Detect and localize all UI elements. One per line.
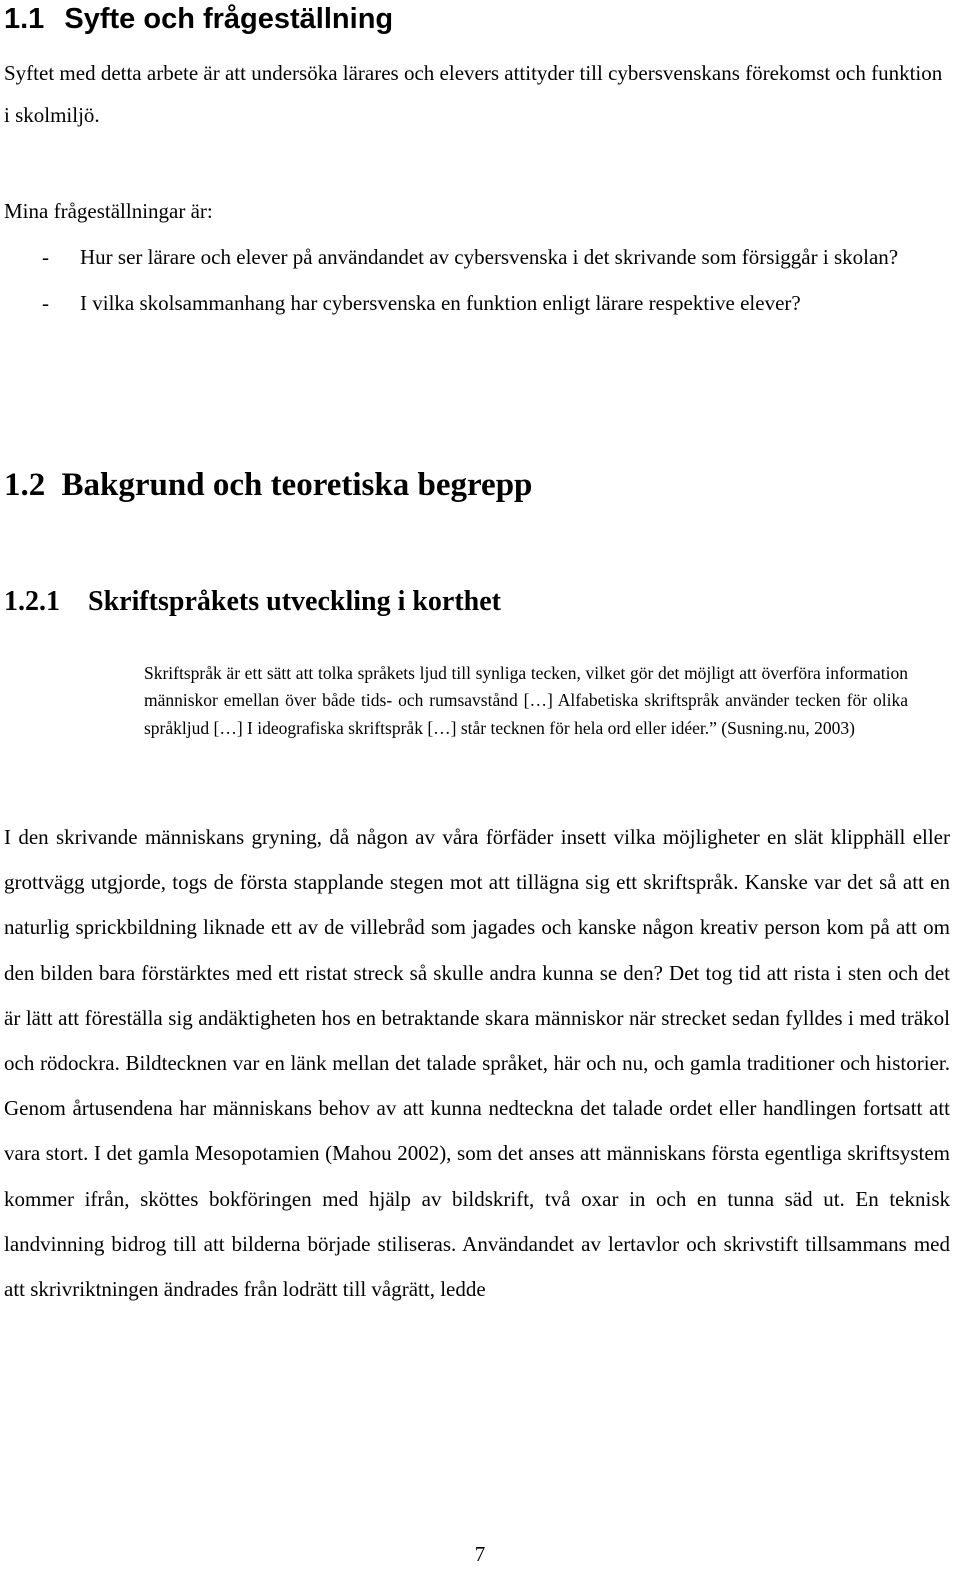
list-item [4,235,924,281]
list-dash: - [42,290,49,315]
section-heading-1-1 [4,1,393,37]
section-title: Syfte och frågeställning [64,3,394,35]
questions-label: Mina frågeställningar är: [4,199,213,223]
questions-list [4,235,924,326]
section-number: 1.2 [4,467,46,503]
section-title: Bakgrund och teoretiska begrepp [61,467,533,503]
section-number: 1.1 [4,3,45,35]
list-dash: - [42,245,49,269]
section-heading-1-2-1 [4,585,501,619]
page-number: 7 [474,1542,486,1566]
purpose-paragraph: Syftet med detta arbete är att undersöka lärares och elevers attityder till cybersvenskans förekomst och funktion i skolmiljö. [4,61,943,127]
question-text: Hur ser lärare och elever på användandet av cybersvenska i det skrivande som försiggår i skolan? [80,245,899,269]
block-quote: Skriftspråk är ett sätt att tolka språkets ljud till synliga tecken, vilket gör det möjligt att överföra information människor emellan över både tids- och rumsavstånd […] Alfabetiska skriftspråk använder tecken för olika språkljud […] I ideografiska skriftspråk […] står tecknen för hela ord eller idéer.” (Susning.nu, 2003) [144,663,908,738]
body-paragraph: I den skrivande människans gryning, då någon av våra förfäder insett vilka möjligheter en slät klipphäll eller grottvägg utgjorde, togs de första stapplande stegen mot att tillägna sig ett skriftspråk. Kanske var det så att en naturlig sprickbildning liknade ett av de villebråd som jagades och kanske någon kreativ person kom på att om den bilden bara förstärktes med ett ristat streck så skulle andra kunna se den? Det tog tid att rista i sten och det är lätt att föreställa sig andäktigheten hos en betraktande skara människor när strecket sedan fylldes i med träkol och rödockra. Bildtecknen var en länk mellan det talade språket, här och nu, och gamla traditioner och historier. Genom årtusendena har människans behov av att kunna nedteckna det talade ordet eller handlingen fortsatt att vara stort. I det gamla Mesopotamien (Mahou 2002), som det anses att människans första egentliga skriftsystem kommer ifrån, sköttes bokföringen med hjälp av bildskrift, två oxar in och en tunna säd ut. En teknisk landvinning bidrog till att bilderna började stiliseras. Användandet av lertavlor och skrivstift tillsammans med att skrivriktningen ändrades från lodrätt till vågrätt, ledde [4,825,950,1302]
list-item [4,281,924,327]
section-title: Skriftspråkets utveckling i korthet [88,586,501,617]
question-text: I vilka skolsammanhang har cybersvenska en funktion enligt lärare respektive elever? [80,290,801,315]
section-number: 1.2.1 [4,586,60,617]
section-heading-1-2 [4,465,532,505]
